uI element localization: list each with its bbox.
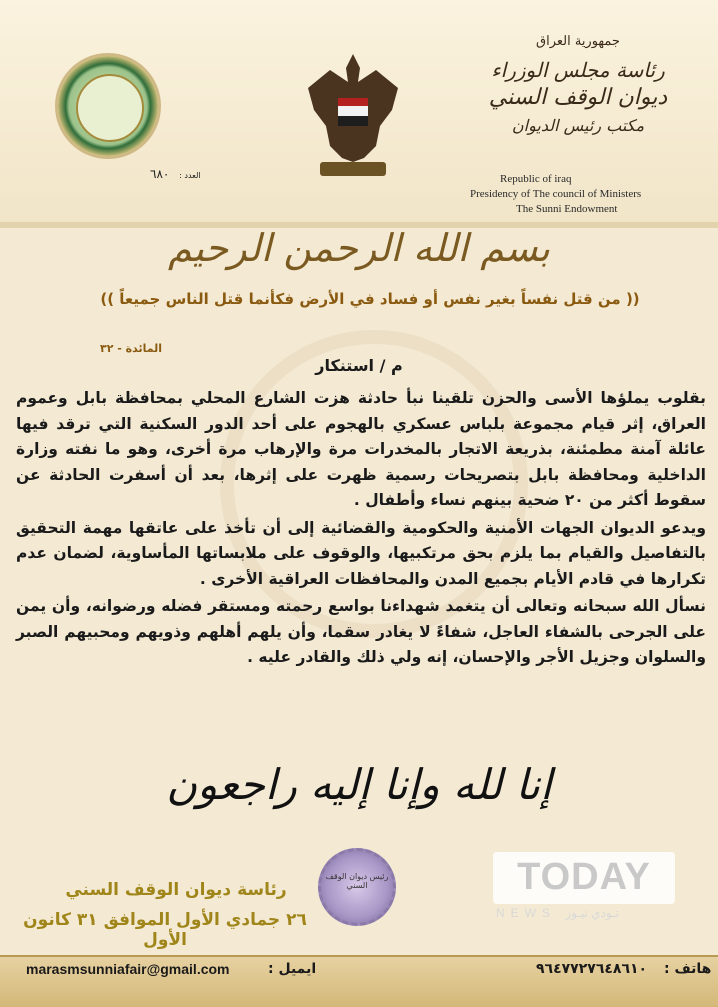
issue-label: العدد : [179,171,201,180]
basmala: بسم الله الرحمن الرحيم [168,226,550,270]
iraq-eagle-emblem-icon [300,48,406,184]
body-paragraph: نسأل الله سبحانه وتعالى أن يتغمد شهداءنا بواسع رحمته ومستقر فضله ورضوانه، وأن يمن على الجرحى بالشفاء العاجل، شفاءً لا يغادر سقما، وأن يلهم أهلهم وذويهم ومحبيهم الصبر والسلوان وجزيل الأجر والإحسان، إنه ولي ذلك والقادر عليه . [16,597,706,666]
condolence-calligraphy: إنا لله وإنا إليه راجعون [166,760,552,809]
signature-date: ٢٦ جمادي الأول الموافق ٣١ كانون الأول [23,910,307,950]
stamp-text: رئيس ديوان الوقف السني [325,872,389,890]
country-name: جمهورية العراق [536,34,620,49]
issue-value: ٦٨٠ [150,167,170,181]
today-logo-text: TODAY [517,856,651,898]
footer-email-label: ايميل : [268,961,317,977]
body-paragraph: ويدعو الديوان الجهات الأمنية والحكومية والقضائية إلى أن تأخذ على عاتقها مهمة التحقيق بالتفاصيل والقيام بما يلزم بحق مرتكبيها، والوقوف على ملابساتها المأساوية، لضمان عدم تكرارها في قادم الأيام بجميع المدن والمحافظات العراقية الأخرى . [16,518,706,588]
today-news-subtitle: NEWS تـودي نيـوز [496,906,619,920]
country-name-en: Republic of iraq [500,173,572,185]
office-name: مكتب رئيس الديوان [511,116,645,135]
footer-phone-label: هاتف : [664,961,712,977]
endowment-name-en: The Sunni Endowment [516,203,618,215]
document-title: م / استنكار [315,356,403,375]
letterhead-arabic [478,28,678,140]
issue-number [150,167,201,181]
endowment-name: ديوان الوقف السني [488,85,668,110]
footer-email[interactable]: marasmsunniafair@gmail.com [26,961,230,977]
footer-phone[interactable]: ٩٦٤٧٧٢٧٦٤٨٦١٠ [536,961,648,977]
verse-reference: المائدة - ٣٢ [100,342,163,355]
endowment-seal-center [76,74,144,142]
letterhead-english [470,172,700,217]
presidency-name-en: Presidency of The council of Ministers [470,188,642,200]
presidency-name: رئاسة مجلس الوزراء [491,58,665,82]
body-paragraph: بقلوب يملؤها الأسى والحزن تلقينا نبأ حادثة هزت الشارع المحلي بمحافظة بابل وعموم العراق، إثر قيام مجموعة بلباس عسكري بالهجوم على أحد الدور السكنية التي ترقد فيها عائلة آمنة مطمئنة، بذريعة الاتجار بالمخدرات مرة والإرهاب مرة أخرى، وهو ما نفته وزارة الداخلية ومحافظة بابل بتصريحات رسمية ظهرت على إثرها، بعد أن أسفرت الحادثة عن سقوط أكثر من ٢٠ ضحية بينهم نساء وأطفال . [16,389,706,509]
letter-body [16,386,706,673]
quran-verse: (( من قتل نفساً بغير نفس أو فساد في الأرض فكأنما قتل الناس جميعاً )) [100,290,640,308]
signature-office: رئاسة ديوان الوقف السني [65,880,287,900]
